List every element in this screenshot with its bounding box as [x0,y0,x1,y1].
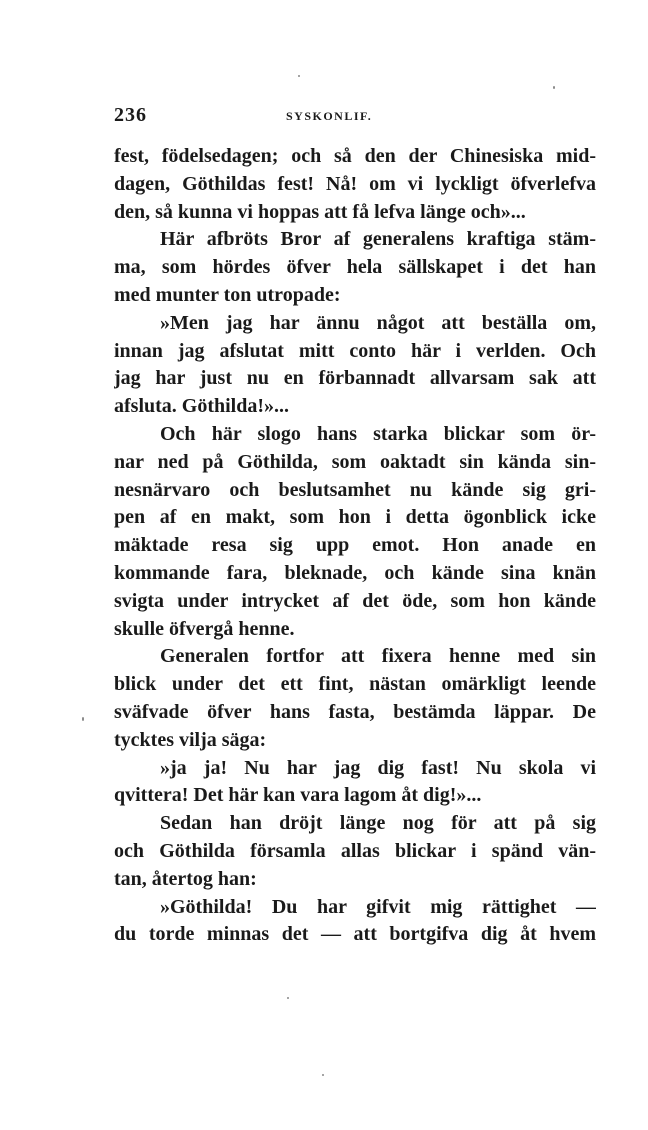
text-line: och Göthilda församla allas blickar i spänd vän- [114,839,596,862]
text-line: med munter ton utropade: [114,283,341,306]
text-line: sväfvade öfver hans fasta, bestämda läppar. De [114,700,596,723]
text-line: dagen, Göthildas fest! Nå! om vi lyckligt öfverlefva [114,172,596,195]
text-line: tycktes vilja säga: [114,728,267,751]
text-line: skulle öfvergå henne. [114,617,295,640]
text-line: fest, födelsedagen; och så den der Chinesiska mid- [114,145,596,167]
text-line: ma, som hördes öfver hela sällskapet i det han [114,256,596,279]
text-line: tan, återtog han: [114,867,257,890]
text-line: Här afbröts Bror af generalens kraftiga stäm- [160,228,596,251]
text-line: Sedan han dröjt länge nog för att på sig [160,812,596,835]
text-line: »Göthilda! Du har gifvit mig rättighet — [160,895,596,918]
running-title: SYSKONLIF. [286,109,373,123]
text-line: du torde minnas det — att bortgifva dig åt hvem [114,923,596,946]
text-line: kommande fara, bleknade, och kände sina knän [114,561,596,584]
text-line: nar ned på Göthilda, som oaktadt sin kända sin- [114,450,596,473]
text-line: nesnärvaro och beslutsamhet nu kände sig gri- [114,478,596,501]
text-line: jag har just nu en förbannadt allvarsam sak att [114,367,596,390]
paper-speck [287,997,289,999]
text-line: mäktade resa sig upp emot. Hon anade en [114,534,596,557]
text-line: Och här slogo hans starka blickar som ör- [160,422,596,445]
text-line: den, så kunna vi hoppas att få lefva länge och»... [114,200,526,223]
paper-speck [82,717,84,721]
text-line: »Men jag har ännu något att beställa om, [160,311,596,334]
body-text [114,143,596,949]
paper-speck [553,86,555,89]
text-line: qvittera! Det här kan vara lagom åt dig!»... [114,784,482,807]
paper-speck [298,75,300,77]
text-line: svigta under intrycket af det öde, som hon kände [114,589,596,612]
paper-speck [322,1074,324,1076]
text-line: innan jag afslutat mitt conto här i verlden. Och [114,339,596,362]
page-number: 236 [114,104,147,126]
running-head [114,104,596,128]
text-line: afsluta. Göthilda!»... [114,395,290,418]
text-line: Generalen fortfor att fixera henne med sin [160,645,596,668]
text-line: blick under det ett fint, nästan omärkligt leende [114,673,596,696]
text-line: pen af en makt, som hon i detta ögonblick icke [114,506,596,529]
text-line: »ja ja! Nu har jag dig fast! Nu skola vi [160,756,596,779]
